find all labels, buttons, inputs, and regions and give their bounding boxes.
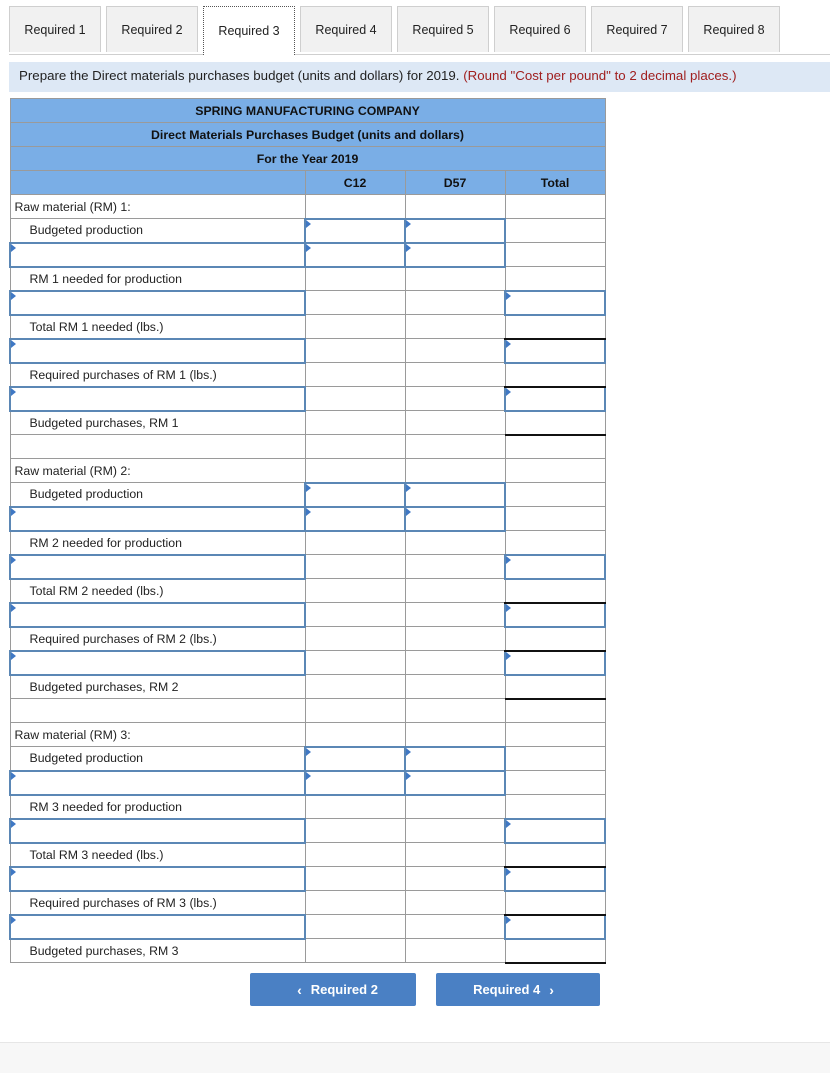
amount-cell-c12 bbox=[305, 267, 405, 291]
amount-input-c12[interactable] bbox=[305, 747, 405, 771]
amount-input-total[interactable] bbox=[505, 555, 605, 579]
row-label: Total RM 1 needed (lbs.) bbox=[10, 315, 305, 339]
amount-cell-total bbox=[505, 363, 605, 387]
amount-cell-c12 bbox=[305, 915, 405, 939]
amount-input-d57[interactable] bbox=[405, 747, 505, 771]
amount-cell-d57 bbox=[405, 555, 505, 579]
amount-cell-total bbox=[505, 435, 605, 459]
row-label-input[interactable] bbox=[10, 339, 305, 363]
row-label: Required purchases of RM 2 (lbs.) bbox=[10, 627, 305, 651]
amount-cell-c12 bbox=[305, 435, 405, 459]
column-header-c12: C12 bbox=[305, 171, 405, 195]
company-name: SPRING MANUFACTURING COMPANY bbox=[10, 99, 605, 123]
row-label: Raw material (RM) 2: bbox=[10, 459, 305, 483]
amount-cell-c12 bbox=[305, 411, 405, 435]
amount-cell-d57 bbox=[405, 387, 505, 411]
amount-cell-d57 bbox=[405, 939, 505, 963]
row-label: RM 3 needed for production bbox=[10, 795, 305, 819]
prev-required-button[interactable] bbox=[250, 973, 416, 1006]
amount-cell-d57 bbox=[405, 459, 505, 483]
row-label: Budgeted purchases, RM 3 bbox=[10, 939, 305, 963]
amount-cell-d57 bbox=[405, 867, 505, 891]
table-row bbox=[10, 651, 605, 675]
amount-input-total[interactable] bbox=[505, 339, 605, 363]
table-row bbox=[10, 627, 605, 651]
row-label: Raw material (RM) 1: bbox=[10, 195, 305, 219]
amount-cell-c12 bbox=[305, 555, 405, 579]
amount-cell-d57 bbox=[405, 603, 505, 627]
table-row bbox=[10, 363, 605, 387]
amount-cell-d57 bbox=[405, 315, 505, 339]
amount-cell-c12 bbox=[305, 363, 405, 387]
amount-cell-c12 bbox=[305, 579, 405, 603]
row-label-input[interactable] bbox=[10, 771, 305, 795]
tab-required-4[interactable]: Required 4 bbox=[300, 6, 392, 52]
amount-cell-d57 bbox=[405, 723, 505, 747]
table-row bbox=[10, 267, 605, 291]
row-label: RM 1 needed for production bbox=[10, 267, 305, 291]
table-row bbox=[10, 603, 605, 627]
row-label: Total RM 3 needed (lbs.) bbox=[10, 843, 305, 867]
amount-input-d57[interactable] bbox=[405, 771, 505, 795]
budget-table bbox=[9, 98, 606, 964]
amount-cell-d57 bbox=[405, 795, 505, 819]
row-label: Budgeted purchases, RM 2 bbox=[10, 675, 305, 699]
prev-button-label: Required 2 bbox=[310, 982, 378, 997]
instruction-text: Prepare the Direct materials purchases budget (units and dollars) for 2019. bbox=[19, 68, 460, 83]
amount-input-c12[interactable] bbox=[305, 507, 405, 531]
amount-cell-d57 bbox=[405, 339, 505, 363]
table-row bbox=[10, 747, 605, 771]
row-label-input[interactable] bbox=[10, 915, 305, 939]
amount-cell-total bbox=[505, 699, 605, 723]
amount-input-total[interactable] bbox=[505, 603, 605, 627]
amount-cell-c12 bbox=[305, 651, 405, 675]
row-label-input[interactable] bbox=[10, 387, 305, 411]
row-label-input[interactable] bbox=[10, 555, 305, 579]
table-row bbox=[10, 819, 605, 843]
footer-bar bbox=[0, 1042, 830, 1073]
amount-cell-total bbox=[505, 243, 605, 267]
column-header-d57: D57 bbox=[405, 171, 505, 195]
budget-period: For the Year 2019 bbox=[10, 147, 605, 171]
table-row bbox=[10, 435, 605, 459]
amount-input-c12[interactable] bbox=[305, 771, 405, 795]
row-label: Total RM 2 needed (lbs.) bbox=[10, 579, 305, 603]
amount-cell-total bbox=[505, 507, 605, 531]
amount-cell-total bbox=[505, 579, 605, 603]
table-row bbox=[10, 723, 605, 747]
table-row bbox=[10, 315, 605, 339]
amount-cell-c12 bbox=[305, 339, 405, 363]
amount-input-total[interactable] bbox=[505, 819, 605, 843]
budget-title: Direct Materials Purchases Budget (units and dollars) bbox=[10, 123, 605, 147]
row-label: Budgeted production bbox=[10, 747, 305, 771]
amount-cell-total bbox=[505, 843, 605, 867]
amount-cell-d57 bbox=[405, 267, 505, 291]
row-label: RM 2 needed for production bbox=[10, 531, 305, 555]
amount-cell-c12 bbox=[305, 867, 405, 891]
amount-cell-c12 bbox=[305, 195, 405, 219]
amount-cell-d57 bbox=[405, 675, 505, 699]
next-required-button[interactable] bbox=[436, 973, 600, 1006]
amount-cell-d57 bbox=[405, 195, 505, 219]
amount-cell-total bbox=[505, 771, 605, 795]
row-label: Budgeted production bbox=[10, 483, 305, 507]
table-row bbox=[10, 291, 605, 315]
tab-required-5[interactable]: Required 5 bbox=[397, 6, 489, 52]
row-label-input[interactable] bbox=[10, 603, 305, 627]
amount-cell-c12 bbox=[305, 891, 405, 915]
instruction-banner bbox=[9, 62, 830, 92]
amount-cell-d57 bbox=[405, 843, 505, 867]
row-label-input[interactable] bbox=[10, 507, 305, 531]
amount-cell-d57 bbox=[405, 411, 505, 435]
amount-cell-total bbox=[505, 627, 605, 651]
tab-required-8[interactable]: Required 8 bbox=[688, 6, 780, 52]
table-row bbox=[10, 675, 605, 699]
table-row bbox=[10, 843, 605, 867]
table-row bbox=[10, 219, 605, 243]
amount-cell-total bbox=[505, 675, 605, 699]
next-button-label: Required 4 bbox=[473, 982, 541, 997]
amount-cell-d57 bbox=[405, 819, 505, 843]
amount-cell-c12 bbox=[305, 819, 405, 843]
amount-cell-d57 bbox=[405, 651, 505, 675]
column-header-total: Total bbox=[505, 171, 605, 195]
amount-cell-total bbox=[505, 483, 605, 507]
row-label: Required purchases of RM 3 (lbs.) bbox=[10, 891, 305, 915]
amount-cell-c12 bbox=[305, 795, 405, 819]
table-row bbox=[10, 555, 605, 579]
table-row bbox=[10, 699, 605, 723]
amount-input-total[interactable] bbox=[505, 291, 605, 315]
row-label-input[interactable] bbox=[10, 819, 305, 843]
amount-cell-d57 bbox=[405, 531, 505, 555]
row-label-input[interactable] bbox=[10, 867, 305, 891]
amount-cell-d57 bbox=[405, 579, 505, 603]
row-label: Budgeted production bbox=[10, 219, 305, 243]
row-label: Required purchases of RM 1 (lbs.) bbox=[10, 363, 305, 387]
table-row bbox=[10, 771, 605, 795]
amount-cell-c12 bbox=[305, 459, 405, 483]
amount-cell-c12 bbox=[305, 939, 405, 963]
table-row bbox=[10, 891, 605, 915]
amount-input-d57[interactable] bbox=[405, 507, 505, 531]
amount-cell-c12 bbox=[305, 627, 405, 651]
amount-cell-total bbox=[505, 219, 605, 243]
amount-cell-total bbox=[505, 531, 605, 555]
table-row bbox=[10, 939, 605, 963]
tab-required-7[interactable]: Required 7 bbox=[591, 6, 683, 52]
table-row bbox=[10, 579, 605, 603]
amount-cell-total bbox=[505, 747, 605, 771]
amount-cell-c12 bbox=[305, 291, 405, 315]
tab-required-1[interactable]: Required 1 bbox=[9, 6, 101, 52]
row-label bbox=[10, 435, 305, 459]
table-row bbox=[10, 411, 605, 435]
instruction-note: (Round "Cost per pound" to 2 decimal places.) bbox=[463, 68, 737, 83]
amount-input-c12[interactable] bbox=[305, 219, 405, 243]
amount-cell-c12 bbox=[305, 675, 405, 699]
table-row bbox=[10, 915, 605, 939]
amount-input-total[interactable] bbox=[505, 867, 605, 891]
chevron-left-icon: ‹ bbox=[297, 981, 302, 998]
amount-cell-total bbox=[505, 459, 605, 483]
table-row bbox=[10, 459, 605, 483]
row-label bbox=[10, 699, 305, 723]
tab-required-2[interactable]: Required 2 bbox=[106, 6, 198, 52]
amount-cell-c12 bbox=[305, 315, 405, 339]
amount-cell-total bbox=[505, 315, 605, 339]
amount-cell-total bbox=[505, 723, 605, 747]
amount-input-total[interactable] bbox=[505, 651, 605, 675]
amount-cell-total bbox=[505, 939, 605, 963]
chevron-right-icon: › bbox=[549, 981, 554, 998]
amount-cell-total bbox=[505, 195, 605, 219]
amount-cell-c12 bbox=[305, 843, 405, 867]
amount-cell-d57 bbox=[405, 699, 505, 723]
amount-cell-c12 bbox=[305, 603, 405, 627]
amount-cell-d57 bbox=[405, 627, 505, 651]
amount-cell-total bbox=[505, 891, 605, 915]
amount-cell-d57 bbox=[405, 915, 505, 939]
row-label-input[interactable] bbox=[10, 651, 305, 675]
amount-cell-c12 bbox=[305, 723, 405, 747]
amount-cell-d57 bbox=[405, 891, 505, 915]
row-label: Raw material (RM) 3: bbox=[10, 723, 305, 747]
table-row bbox=[10, 795, 605, 819]
amount-input-total[interactable] bbox=[505, 387, 605, 411]
amount-cell-d57 bbox=[405, 435, 505, 459]
table-row bbox=[10, 339, 605, 363]
tab-bar bbox=[9, 6, 830, 55]
amount-cell-total bbox=[505, 267, 605, 291]
amount-input-c12[interactable] bbox=[305, 243, 405, 267]
tab-required-6[interactable]: Required 6 bbox=[494, 6, 586, 52]
amount-input-d57[interactable] bbox=[405, 219, 505, 243]
table-row bbox=[10, 507, 605, 531]
row-label: Budgeted purchases, RM 1 bbox=[10, 411, 305, 435]
amount-cell-total bbox=[505, 411, 605, 435]
table-row bbox=[10, 867, 605, 891]
amount-cell-d57 bbox=[405, 291, 505, 315]
table-row bbox=[10, 243, 605, 267]
column-header-blank bbox=[10, 171, 305, 195]
amount-cell-c12 bbox=[305, 531, 405, 555]
row-label-input[interactable] bbox=[10, 243, 305, 267]
table-row bbox=[10, 483, 605, 507]
amount-cell-d57 bbox=[405, 363, 505, 387]
row-label-input[interactable] bbox=[10, 291, 305, 315]
amount-cell-c12 bbox=[305, 387, 405, 411]
table-row bbox=[10, 531, 605, 555]
amount-input-d57[interactable] bbox=[405, 483, 505, 507]
amount-cell-total bbox=[505, 795, 605, 819]
amount-input-total[interactable] bbox=[505, 915, 605, 939]
amount-input-c12[interactable] bbox=[305, 483, 405, 507]
amount-cell-c12 bbox=[305, 699, 405, 723]
table-row bbox=[10, 387, 605, 411]
amount-input-d57[interactable] bbox=[405, 243, 505, 267]
tab-required-3[interactable]: Required 3 bbox=[203, 6, 295, 55]
table-row bbox=[10, 195, 605, 219]
